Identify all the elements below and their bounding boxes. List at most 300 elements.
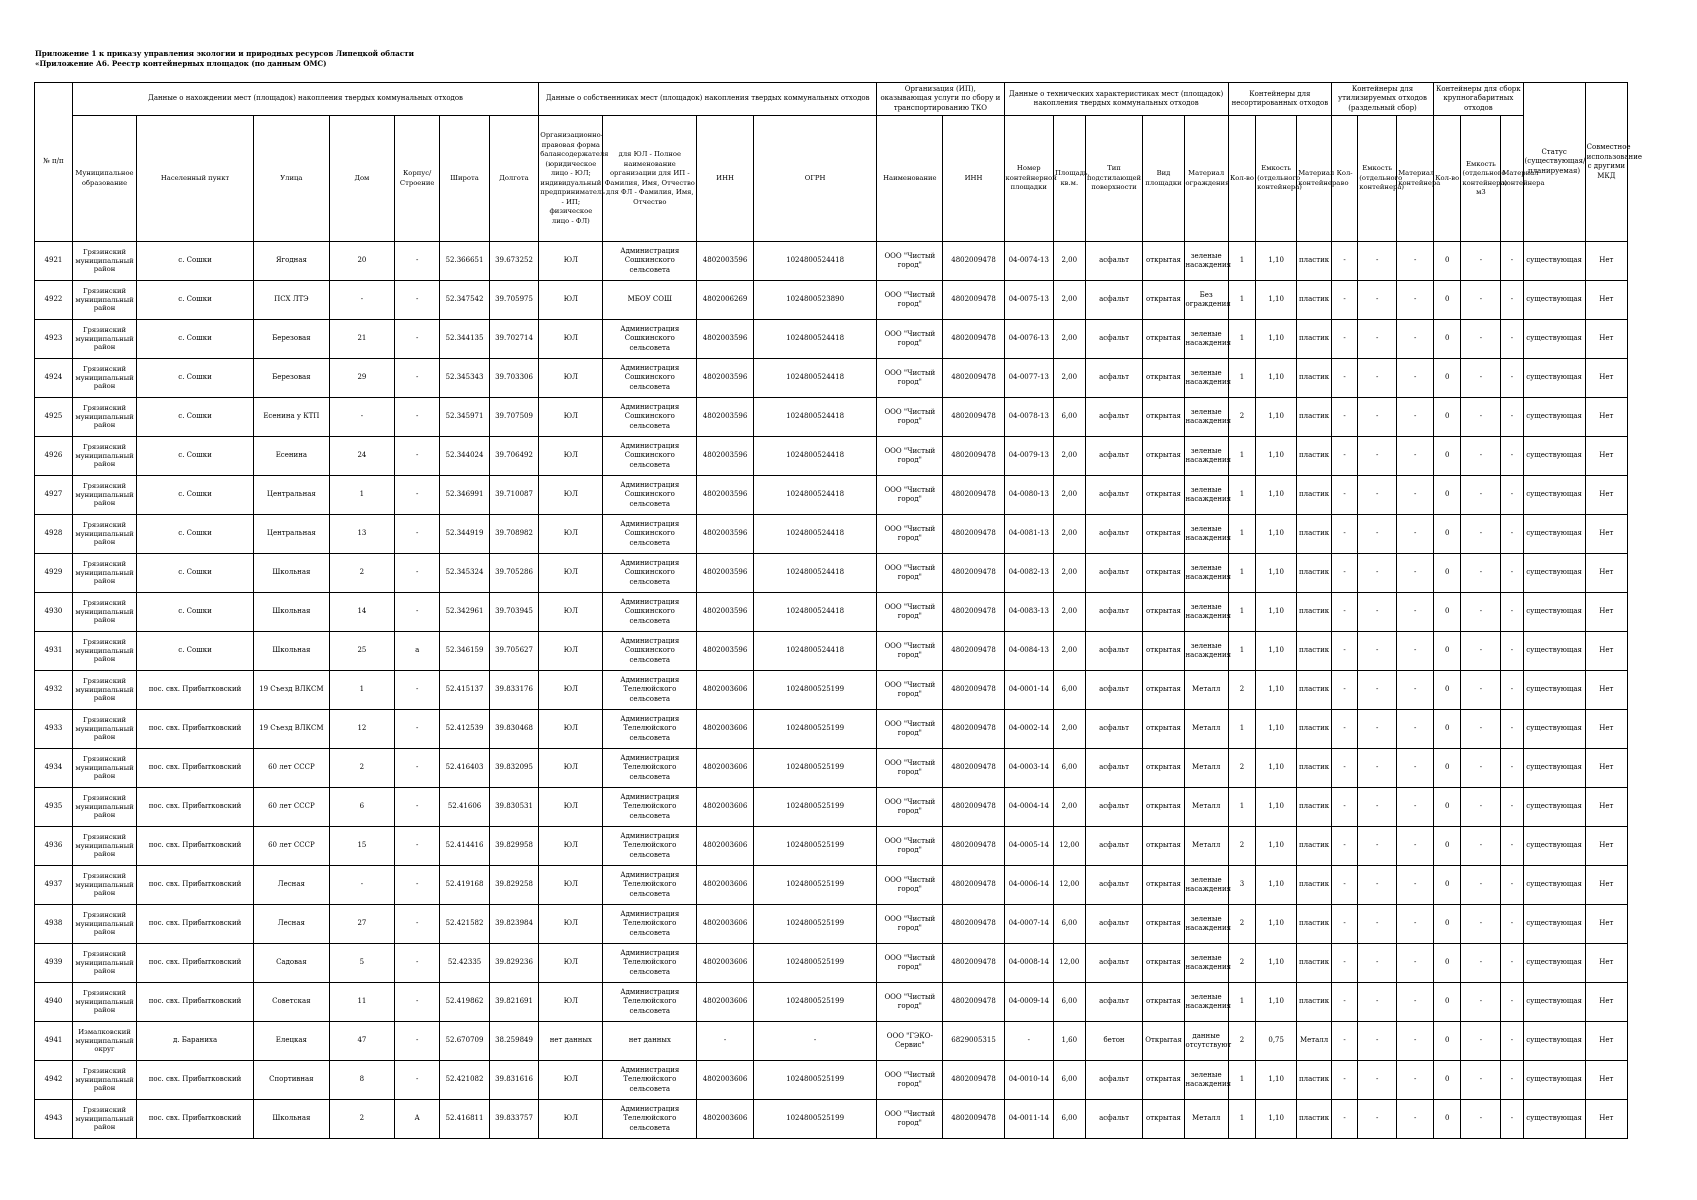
table-row [35,1061,1628,1100]
cell-bulky-capacity: - [1461,1100,1501,1139]
cell-longitude: 39.821691 [489,983,538,1022]
cell-building: - [395,983,440,1022]
cell-building: - [395,398,440,437]
cell-legal-form: ЮЛ [539,944,603,983]
cell-owner-inn: 4802003596 [697,593,754,632]
cell-fence: зеленые насаждения [1184,1061,1228,1100]
cell-surface: асфальт [1085,749,1143,788]
cell-municipality: Грязинский муниципальный район [72,944,136,983]
cell-owner-name: Администрация Сошкинского сельсовета [603,359,697,398]
cell-bulky-material: - [1501,749,1523,788]
col-settlement: Населенный пункт [137,116,254,242]
cell-num: 4941 [35,1022,73,1061]
cell-owner-inn: 4802003596 [697,515,754,554]
cell-shared: Нет [1585,476,1627,515]
cell-owner-ogrn: 1024800525199 [754,983,877,1022]
cell-bulky-material: - [1501,1061,1523,1100]
cell-sorted-count: 1 [1228,983,1255,1022]
cell-shared: Нет [1585,1022,1627,1061]
cell-owner-ogrn: 1024800524418 [754,320,877,359]
group-owner: Данные о собственниках мест (площадок) накопления твердых коммунальных отходов [539,83,877,116]
cell-bulky-material: - [1501,710,1523,749]
cell-municipality: Грязинский муниципальный район [72,1061,136,1100]
cell-site-number: 04-0074-13 [1004,242,1053,281]
cell-bulky-count: 0 [1434,593,1461,632]
cell-shared: Нет [1585,515,1627,554]
cell-site-type: открытая [1143,866,1184,905]
cell-latitude: 52.344024 [440,437,489,476]
cell-org-inn: 4802009478 [943,827,1004,866]
cell-org-name: ООО "Чистый город" [877,632,943,671]
cell-municipality: Грязинский муниципальный район [72,281,136,320]
cell-building: - [395,359,440,398]
cell-sorted-material: пластик [1297,437,1332,476]
cell-recycled-material: - [1397,944,1434,983]
cell-site-number: 04-0007-14 [1004,905,1053,944]
cell-site-number: 04-0078-13 [1004,398,1053,437]
cell-recycled-capacity: - [1358,866,1397,905]
cell-municipality: Измалковский муниципальный округ [72,1022,136,1061]
cell-org-inn: 4802009478 [943,593,1004,632]
cell-settlement: пос. свх. Прибытковский [137,1100,254,1139]
cell-municipality: Грязинский муниципальный район [72,983,136,1022]
cell-bulky-material: - [1501,242,1523,281]
cell-street: ПСХ ЛТЭ [253,281,329,320]
cell-org-inn: 4802009478 [943,359,1004,398]
group-tech: Данные о технических характеристиках мест (площадок) накопления твердых коммунальных отходов [1004,83,1228,116]
cell-street: Школьная [253,1100,329,1139]
cell-sorted-capacity: 1,10 [1256,1061,1297,1100]
cell-recycled-capacity: - [1358,593,1397,632]
cell-fence: зеленые насаждения [1184,554,1228,593]
cell-settlement: с. Сошки [137,281,254,320]
cell-street: Школьная [253,632,329,671]
cell-status: существующая [1523,905,1585,944]
cell-legal-form: ЮЛ [539,554,603,593]
cell-owner-inn: 4802003596 [697,476,754,515]
cell-settlement: пос. свх. Прибытковский [137,788,254,827]
cell-owner-name: Администрация Телелюйского сельсовета [603,827,697,866]
cell-house: 24 [329,437,394,476]
cell-org-inn: 4802009478 [943,554,1004,593]
cell-area: 6,00 [1054,671,1086,710]
cell-owner-inn: 4802003606 [697,710,754,749]
cell-house: 2 [329,749,394,788]
col-sorted-capacity: Емкость (отдельного контейнера) [1256,116,1297,242]
cell-bulky-count: 0 [1434,710,1461,749]
cell-sorted-capacity: 1,10 [1256,1100,1297,1139]
cell-house: 12 [329,710,394,749]
cell-bulky-capacity: - [1461,827,1501,866]
col-area: Площадь, кв.м. [1054,116,1086,242]
cell-org-name: ООО "Чистый город" [877,827,943,866]
cell-fence: зеленые насаждения [1184,359,1228,398]
cell-site-type: открытая [1143,554,1184,593]
group-bulky-containers: Контейнеры для сборк крупногабаритных отходов [1434,83,1523,116]
cell-num: 4943 [35,1100,73,1139]
cell-area: 2,00 [1054,281,1086,320]
cell-owner-inn: 4802003606 [697,866,754,905]
cell-status: существующая [1523,515,1585,554]
cell-latitude: 52.412539 [440,710,489,749]
cell-settlement: с. Сошки [137,554,254,593]
cell-sorted-capacity: 1,10 [1256,476,1297,515]
cell-sorted-count: 1 [1228,476,1255,515]
cell-sorted-count: 1 [1228,242,1255,281]
cell-site-type: открытая [1143,476,1184,515]
cell-site-type: открытая [1143,281,1184,320]
cell-house: 2 [329,554,394,593]
table-row [35,944,1628,983]
cell-bulky-count: 0 [1434,788,1461,827]
cell-fence: Без ограждения [1184,281,1228,320]
cell-sorted-capacity: 1,10 [1256,671,1297,710]
cell-sorted-material: пластик [1297,398,1332,437]
cell-recycled-material: - [1397,554,1434,593]
cell-status: существующая [1523,320,1585,359]
cell-fence: Металл [1184,671,1228,710]
cell-org-name: ООО "Чистый город" [877,866,943,905]
cell-street: Есенина у КТП [253,398,329,437]
cell-org-name: ООО "Чистый город" [877,983,943,1022]
cell-longitude: 39.829958 [489,827,538,866]
cell-area: 2,00 [1054,320,1086,359]
cell-owner-ogrn: 1024800523890 [754,281,877,320]
cell-recycled-material: - [1397,281,1434,320]
cell-org-name: ООО "Чистый город" [877,398,943,437]
cell-fence: зеленые насаждения [1184,866,1228,905]
cell-area: 2,00 [1054,359,1086,398]
cell-fence: зеленые насаждения [1184,983,1228,1022]
cell-municipality: Грязинский муниципальный район [72,866,136,905]
cell-org-inn: 4802009478 [943,788,1004,827]
cell-site-number: 04-0001-14 [1004,671,1053,710]
cell-org-name: ООО "Чистый город" [877,281,943,320]
col-recycled-material: Материал контейнера [1397,116,1434,242]
cell-street: Елецкая [253,1022,329,1061]
cell-recycled-material: - [1397,905,1434,944]
cell-org-name: ООО "Чистый город" [877,593,943,632]
cell-sorted-count: 3 [1228,866,1255,905]
cell-building: А [395,1100,440,1139]
cell-sorted-material: пластик [1297,632,1332,671]
cell-shared: Нет [1585,827,1627,866]
cell-recycled-count: - [1331,437,1357,476]
cell-municipality: Грязинский муниципальный район [72,827,136,866]
cell-status: существующая [1523,398,1585,437]
cell-sorted-capacity: 1,10 [1256,320,1297,359]
cell-recycled-count: - [1331,866,1357,905]
cell-recycled-count: - [1331,944,1357,983]
cell-settlement: с. Сошки [137,398,254,437]
cell-sorted-material: пластик [1297,281,1332,320]
cell-recycled-capacity: - [1358,437,1397,476]
cell-sorted-material: пластик [1297,866,1332,905]
cell-bulky-count: 0 [1434,866,1461,905]
table-row [35,437,1628,476]
cell-owner-ogrn: 1024800525199 [754,1061,877,1100]
cell-org-inn: 4802009478 [943,320,1004,359]
header-column-row [35,116,1628,242]
cell-owner-name: Администрация Телелюйского сельсовета [603,983,697,1022]
cell-fence: зеленые насаждения [1184,320,1228,359]
cell-recycled-count: - [1331,827,1357,866]
cell-latitude: 52.344919 [440,515,489,554]
col-sorted-material: Материал контейнера [1297,116,1332,242]
cell-owner-inn: 4802003606 [697,905,754,944]
cell-municipality: Грязинский муниципальный район [72,359,136,398]
cell-recycled-capacity: - [1358,827,1397,866]
cell-owner-name: Администрация Телелюйского сельсовета [603,671,697,710]
cell-longitude: 39.705286 [489,554,538,593]
cell-sorted-capacity: 1,10 [1256,905,1297,944]
cell-recycled-count: - [1331,671,1357,710]
cell-recycled-capacity: - [1358,1100,1397,1139]
cell-latitude: 52.345343 [440,359,489,398]
cell-sorted-material: пластик [1297,710,1332,749]
cell-site-number: 04-0009-14 [1004,983,1053,1022]
cell-org-name: ООО "Чистый город" [877,359,943,398]
cell-bulky-material: - [1501,437,1523,476]
cell-fence: зеленые насаждения [1184,632,1228,671]
cell-owner-name: Администрация Телелюйского сельсовета [603,1061,697,1100]
cell-recycled-material: - [1397,983,1434,1022]
cell-owner-inn: 4802003596 [697,398,754,437]
caption-line-2: «Приложение А6. Реестр контейнерных площадок (по данным ОМС) [35,59,327,68]
col-owner-name: для ЮЛ - Полное наименование организации для ИП - Фамилия, Имя, Отчество для ФЛ - Фамилия, Имя, Отчество [603,116,697,242]
cell-recycled-count: - [1331,515,1357,554]
cell-owner-inn: 4802003606 [697,1061,754,1100]
cell-bulky-capacity: - [1461,944,1501,983]
cell-surface: асфальт [1085,437,1143,476]
cell-status: существующая [1523,437,1585,476]
cell-bulky-material: - [1501,905,1523,944]
cell-street: Школьная [253,554,329,593]
cell-site-number: 04-0075-13 [1004,281,1053,320]
cell-bulky-material: - [1501,1022,1523,1061]
cell-legal-form: ЮЛ [539,1100,603,1139]
cell-longitude: 39.707509 [489,398,538,437]
cell-shared: Нет [1585,749,1627,788]
cell-latitude: 52.419168 [440,866,489,905]
cell-surface: асфальт [1085,398,1143,437]
cell-building: - [395,1022,440,1061]
cell-owner-inn: 4802003606 [697,827,754,866]
cell-sorted-count: 1 [1228,437,1255,476]
cell-recycled-material: - [1397,866,1434,905]
cell-sorted-capacity: 1,10 [1256,398,1297,437]
cell-area: 2,00 [1054,593,1086,632]
cell-owner-ogrn: 1024800525199 [754,1100,877,1139]
table-row [35,593,1628,632]
cell-recycled-material: - [1397,710,1434,749]
cell-building: - [395,281,440,320]
cell-owner-ogrn: 1024800524418 [754,359,877,398]
cell-recycled-material: - [1397,437,1434,476]
cell-municipality: Грязинский муниципальный район [72,905,136,944]
cell-site-number: 04-0011-14 [1004,1100,1053,1139]
cell-legal-form: ЮЛ [539,281,603,320]
cell-org-name: ООО "Чистый город" [877,515,943,554]
cell-bulky-material: - [1501,281,1523,320]
cell-org-inn: 4802009478 [943,905,1004,944]
cell-org-inn: 4802009478 [943,983,1004,1022]
cell-site-number: 04-0084-13 [1004,632,1053,671]
cell-recycled-count: - [1331,398,1357,437]
cell-status: существующая [1523,944,1585,983]
cell-street: 60 лет СССР [253,788,329,827]
cell-surface: асфальт [1085,827,1143,866]
cell-sorted-material: пластик [1297,983,1332,1022]
cell-latitude: 52.346159 [440,632,489,671]
cell-recycled-material: - [1397,476,1434,515]
cell-building: - [395,593,440,632]
cell-settlement: с. Сошки [137,632,254,671]
cell-bulky-count: 0 [1434,320,1461,359]
cell-num: 4939 [35,944,73,983]
cell-num: 4925 [35,398,73,437]
cell-street: Ягодная [253,242,329,281]
cell-settlement: пос. свх. Прибытковский [137,710,254,749]
col-latitude: Широта [440,116,489,242]
cell-bulky-capacity: - [1461,437,1501,476]
cell-surface: асфальт [1085,944,1143,983]
cell-sorted-capacity: 1,10 [1256,788,1297,827]
cell-num: 4922 [35,281,73,320]
cell-recycled-count: - [1331,593,1357,632]
cell-fence: Металл [1184,710,1228,749]
cell-recycled-capacity: - [1358,281,1397,320]
cell-recycled-count: - [1331,710,1357,749]
cell-org-inn: 4802009478 [943,749,1004,788]
cell-num: 4938 [35,905,73,944]
cell-owner-ogrn: 1024800524418 [754,515,877,554]
cell-owner-name: Администрация Сошкинского сельсовета [603,593,697,632]
cell-street: Центральная [253,476,329,515]
cell-legal-form: ЮЛ [539,593,603,632]
cell-area: 6,00 [1054,983,1086,1022]
cell-bulky-capacity: - [1461,788,1501,827]
cell-shared: Нет [1585,320,1627,359]
cell-area: 2,00 [1054,632,1086,671]
cell-bulky-capacity: - [1461,593,1501,632]
cell-settlement: пос. свх. Прибытковский [137,944,254,983]
cell-recycled-count: - [1331,554,1357,593]
cell-legal-form: ЮЛ [539,476,603,515]
col-house: Дом [329,116,394,242]
cell-org-inn: 4802009478 [943,437,1004,476]
cell-latitude: 52.42335 [440,944,489,983]
cell-recycled-capacity: - [1358,710,1397,749]
cell-bulky-count: 0 [1434,1022,1461,1061]
cell-sorted-material: пластик [1297,359,1332,398]
cell-status: существующая [1523,827,1585,866]
cell-bulky-count: 0 [1434,632,1461,671]
cell-settlement: с. Сошки [137,437,254,476]
cell-surface: асфальт [1085,281,1143,320]
table-row [35,905,1628,944]
cell-building: - [395,788,440,827]
cell-bulky-material: - [1501,359,1523,398]
cell-longitude: 39.831616 [489,1061,538,1100]
cell-recycled-material: - [1397,320,1434,359]
cell-latitude: 52.347542 [440,281,489,320]
cell-owner-ogrn: 1024800524418 [754,398,877,437]
cell-surface: асфальт [1085,905,1143,944]
cell-site-type: открытая [1143,944,1184,983]
cell-owner-ogrn: 1024800525199 [754,827,877,866]
cell-site-number: 04-0079-13 [1004,437,1053,476]
cell-recycled-count: - [1331,1100,1357,1139]
cell-recycled-capacity: - [1358,359,1397,398]
col-fence: Материал ограждения [1184,116,1228,242]
cell-area: 12,00 [1054,866,1086,905]
cell-bulky-count: 0 [1434,671,1461,710]
cell-house: 8 [329,1061,394,1100]
cell-bulky-material: - [1501,788,1523,827]
cell-num: 4930 [35,593,73,632]
cell-house: 2 [329,1100,394,1139]
group-recycled-containers: Контейнеры для утилизируемых отходов (раздельный сбор) [1331,83,1433,116]
cell-sorted-capacity: 1,10 [1256,983,1297,1022]
cell-house: 1 [329,671,394,710]
cell-shared: Нет [1585,242,1627,281]
cell-settlement: с. Сошки [137,320,254,359]
col-site-type: Вид площадки [1143,116,1184,242]
cell-building: а [395,632,440,671]
cell-fence: зеленые насаждения [1184,398,1228,437]
cell-shared: Нет [1585,710,1627,749]
cell-org-name: ООО "Чистый город" [877,437,943,476]
cell-owner-inn: 4802003606 [697,1100,754,1139]
table-row [35,632,1628,671]
cell-bulky-material: - [1501,866,1523,905]
cell-latitude: 52.421082 [440,1061,489,1100]
cell-settlement: д. Бараниха [137,1022,254,1061]
cell-bulky-material: - [1501,476,1523,515]
col-legal-form: Организационно-правовая форма балансодержателя (юридическое лицо - ЮЛ; индивидуальный предприниматель - ИП; физическое лицо - ФЛ) [539,116,603,242]
col-longitude: Долгота [489,116,538,242]
cell-recycled-capacity: - [1358,905,1397,944]
cell-sorted-count: 2 [1228,905,1255,944]
cell-area: 12,00 [1054,944,1086,983]
cell-longitude: 39.829236 [489,944,538,983]
cell-recycled-capacity: - [1358,749,1397,788]
table-row [35,359,1628,398]
cell-sorted-count: 1 [1228,632,1255,671]
cell-recycled-capacity: - [1358,242,1397,281]
cell-org-name: ООО "Чистый город" [877,944,943,983]
cell-bulky-count: 0 [1434,827,1461,866]
cell-recycled-capacity: - [1358,476,1397,515]
cell-owner-inn: 4802003596 [697,359,754,398]
cell-sorted-material: пластик [1297,944,1332,983]
cell-settlement: с. Сошки [137,359,254,398]
cell-legal-form: ЮЛ [539,866,603,905]
table-row [35,749,1628,788]
cell-street: Березовая [253,320,329,359]
cell-settlement: пос. свх. Прибытковский [137,1061,254,1100]
cell-house: - [329,281,394,320]
cell-owner-ogrn: 1024800525199 [754,749,877,788]
cell-owner-name: Администрация Сошкинского сельсовета [603,437,697,476]
cell-building: - [395,944,440,983]
cell-legal-form: ЮЛ [539,788,603,827]
cell-house: 25 [329,632,394,671]
cell-recycled-count: - [1331,476,1357,515]
cell-org-name: ООО "Чистый город" [877,554,943,593]
cell-longitude: 38.259849 [489,1022,538,1061]
